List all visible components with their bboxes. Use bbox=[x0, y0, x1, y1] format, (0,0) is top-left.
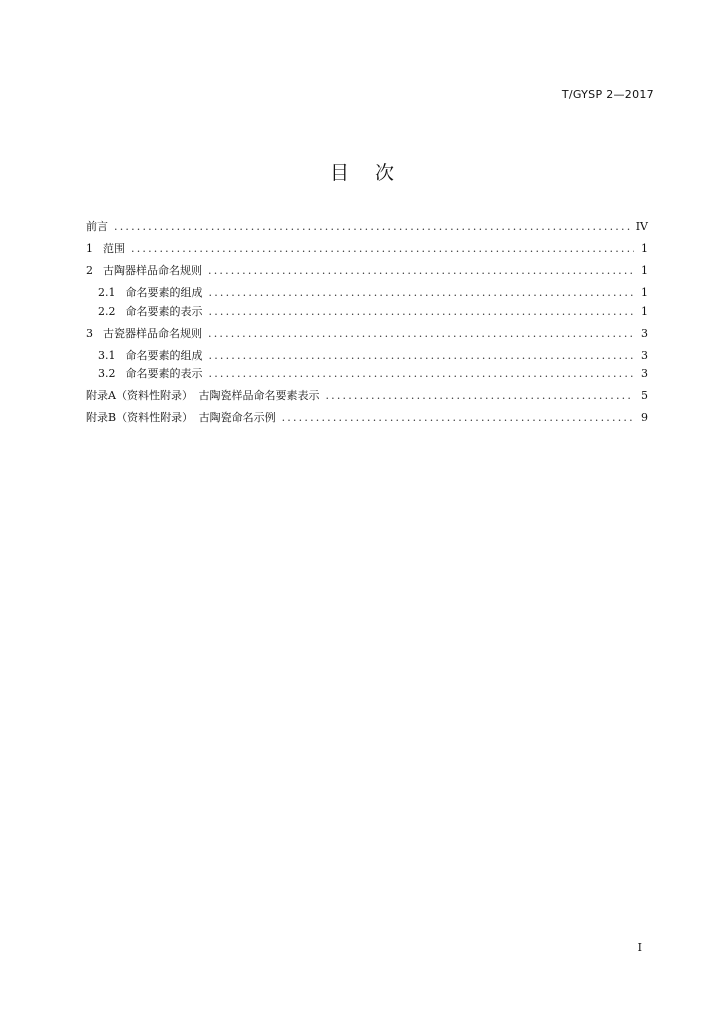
toc-leader-dots bbox=[114, 219, 630, 234]
toc-entry-appendix-b[interactable] bbox=[86, 410, 648, 425]
toc-leader-dots bbox=[208, 326, 634, 341]
toc-entry-label: 附录A（资料性附录） 古陶瓷样品命名要素表示 bbox=[86, 389, 320, 402]
toc-entry-number: 2 bbox=[86, 264, 93, 277]
toc-entry-label: 命名要素的组成 bbox=[125, 286, 203, 299]
toc-entry-preface[interactable] bbox=[86, 219, 648, 234]
page-title: 目次 bbox=[329, 162, 420, 184]
toc-entry-page: 3 bbox=[641, 326, 648, 340]
toc-entry-porcelain-rules[interactable] bbox=[86, 326, 648, 341]
toc-entry-pottery-representation[interactable] bbox=[86, 304, 648, 319]
toc-entry-number: 2.1 bbox=[98, 286, 116, 299]
toc-entry-number: 3.2 bbox=[98, 367, 116, 380]
toc-entry-label: 附录B（资料性附录） 古陶瓷命名示例 bbox=[86, 411, 276, 424]
toc-entry-page: 9 bbox=[641, 411, 648, 424]
toc-entry-page: 5 bbox=[641, 389, 648, 402]
toc-entry-scope[interactable] bbox=[86, 241, 648, 256]
toc-entry-number: 3.1 bbox=[98, 348, 116, 362]
toc-entry-page: 1 bbox=[641, 264, 648, 277]
table-of-contents bbox=[86, 219, 648, 432]
toc-entry-page: 1 bbox=[641, 304, 648, 318]
toc-entry-label: 范围 bbox=[103, 242, 125, 255]
toc-entry-page: 3 bbox=[641, 367, 648, 380]
toc-entry-label: 命名要素的组成 bbox=[125, 348, 203, 362]
toc-entry-page: 1 bbox=[641, 286, 648, 299]
toc-leader-dots bbox=[209, 304, 635, 319]
toc-leader-dots bbox=[282, 410, 634, 425]
toc-leader-dots bbox=[209, 285, 635, 300]
toc-entry-number: 3 bbox=[86, 326, 93, 340]
toc-entry-porcelain-composition[interactable] bbox=[86, 348, 648, 363]
toc-entry-appendix-a[interactable] bbox=[86, 388, 648, 403]
toc-entry-pottery-composition[interactable] bbox=[86, 285, 648, 300]
toc-entry-label: 古陶器样品命名规则 bbox=[103, 264, 202, 277]
toc-entry-page: 3 bbox=[641, 348, 648, 362]
toc-entry-page: 1 bbox=[641, 242, 648, 255]
page-number: I bbox=[637, 941, 642, 954]
toc-leader-dots bbox=[209, 348, 635, 363]
toc-entry-label: 命名要素的表示 bbox=[125, 367, 203, 380]
toc-entry-number: 1 bbox=[86, 242, 93, 255]
toc-entry-label: 前言 bbox=[86, 220, 108, 233]
toc-entry-page: IV bbox=[635, 220, 648, 233]
toc-entry-number: 2.2 bbox=[98, 304, 116, 318]
toc-leader-dots bbox=[209, 366, 635, 381]
toc-leader-dots bbox=[325, 388, 634, 403]
toc-leader-dots bbox=[131, 241, 634, 256]
toc-entry-porcelain-representation[interactable] bbox=[86, 366, 648, 381]
toc-entry-label: 古瓷器样品命名规则 bbox=[103, 326, 202, 340]
standard-code: T/GYSP 2—2017 bbox=[561, 88, 654, 101]
toc-entry-label: 命名要素的表示 bbox=[125, 304, 203, 318]
toc-leader-dots bbox=[208, 263, 634, 278]
toc-entry-pottery-rules[interactable] bbox=[86, 263, 648, 278]
